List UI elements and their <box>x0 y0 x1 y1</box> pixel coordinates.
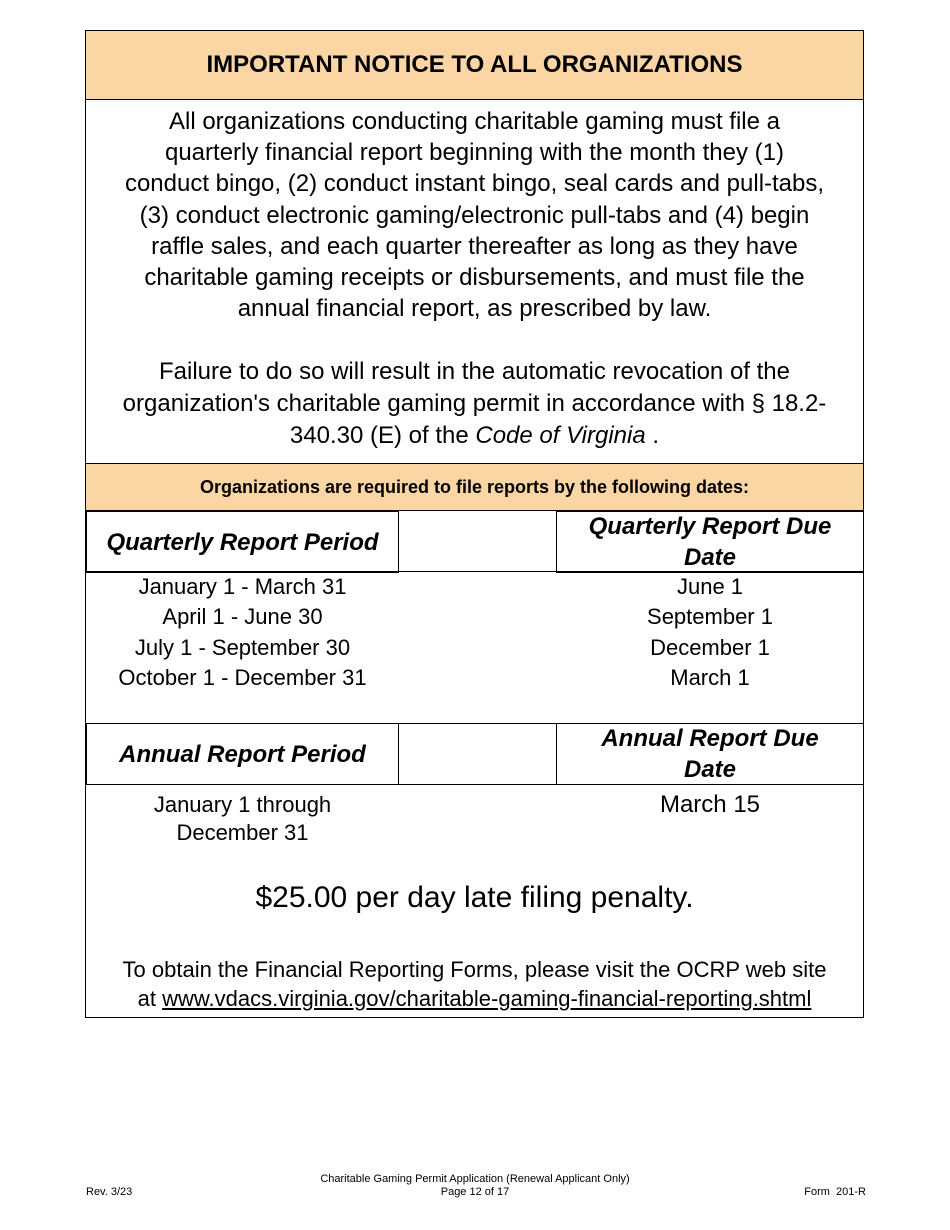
list-item: January 1 - March 31 <box>138 574 347 599</box>
paragraph-line: Failure to do so will result in the automatic revocation of the <box>159 358 790 385</box>
paragraph-line: quarterly financial report beginning with the month they (1) <box>164 139 784 167</box>
code-citation-suffix: . <box>645 422 660 449</box>
paragraph-line: (3) conduct electronic gaming/electronic pull-tabs and (4) begin <box>139 201 810 229</box>
quarterly-due-dates-list <box>556 572 864 693</box>
quarterly-due-heading: Quarterly Report Due Date <box>556 511 864 573</box>
list-item: January 1 through <box>153 792 332 817</box>
list-item: March 15 <box>659 791 761 818</box>
instructions-line: To obtain the Financial Reporting Forms, please visit the OCRP web site <box>122 957 827 982</box>
quarterly-periods-list <box>86 572 399 693</box>
financial-reporting-link[interactable]: www.vdacs.virginia.gov/charitable-gaming-financial-reporting.shtml <box>162 986 812 1011</box>
list-item: September 1 <box>647 604 773 630</box>
list-item: June 1 <box>676 574 744 599</box>
quarterly-period-heading: Quarterly Report Period <box>86 511 399 573</box>
list-item: July 1 - September 30 <box>134 634 351 660</box>
footer-revision: Rev. 3/23 <box>86 1186 133 1198</box>
paragraph-line <box>86 420 863 452</box>
list-item: March 1 <box>670 664 750 690</box>
list-item: April 1 - June 30 <box>162 604 323 630</box>
footer-doc-title: Charitable Gaming Permit Application (Renewal Applicant Only) <box>320 1173 630 1185</box>
paragraph-line: conduct bingo, (2) conduct instant bingo, seal cards and pull-tabs, <box>124 170 825 198</box>
annual-due-date <box>556 791 864 819</box>
instructions-line <box>86 984 863 1013</box>
footer-page-number: Page 12 of 17 <box>440 1186 510 1198</box>
list-item: December 1 <box>650 634 770 660</box>
revocation-warning-paragraph <box>86 356 863 452</box>
list-item: October 1 - December 31 <box>118 664 367 690</box>
paragraph-line: charitable gaming receipts or disbursements, and must file the <box>144 264 805 292</box>
late-filing-penalty: $25.00 per day late filing penalty. <box>255 881 694 914</box>
annual-period-heading: Annual Report Period <box>86 723 399 785</box>
paragraph-line: raffle sales, and each quarter thereafter as long as they have <box>151 232 798 260</box>
annual-period-text <box>86 791 399 847</box>
filing-requirement-paragraph <box>86 106 863 324</box>
divider <box>86 784 863 785</box>
footer-form-number: Form 201-R <box>804 1186 866 1198</box>
code-of-virginia-title: Code of Virginia <box>475 422 646 449</box>
paragraph-line: organization's charitable gaming permit in accordance with § 18.2- <box>122 390 827 417</box>
forms-instructions <box>86 955 863 1013</box>
important-notice-box <box>85 30 864 1018</box>
link-prefix: at <box>137 986 163 1011</box>
footer-center <box>275 1173 675 1199</box>
annual-due-heading: Annual Report Due Date <box>556 723 864 785</box>
list-item: December 31 <box>176 820 309 845</box>
notice-title: IMPORTANT NOTICE TO ALL ORGANIZATIONS <box>86 31 863 100</box>
paragraph-line: All organizations conducting charitable gaming must file a <box>168 108 780 135</box>
paragraph-line: annual financial report, as prescribed by law. <box>237 295 712 323</box>
dates-header: Organizations are required to file reports by the following dates: <box>86 463 863 511</box>
code-citation-prefix: 340.30 (E) of the <box>289 422 476 449</box>
